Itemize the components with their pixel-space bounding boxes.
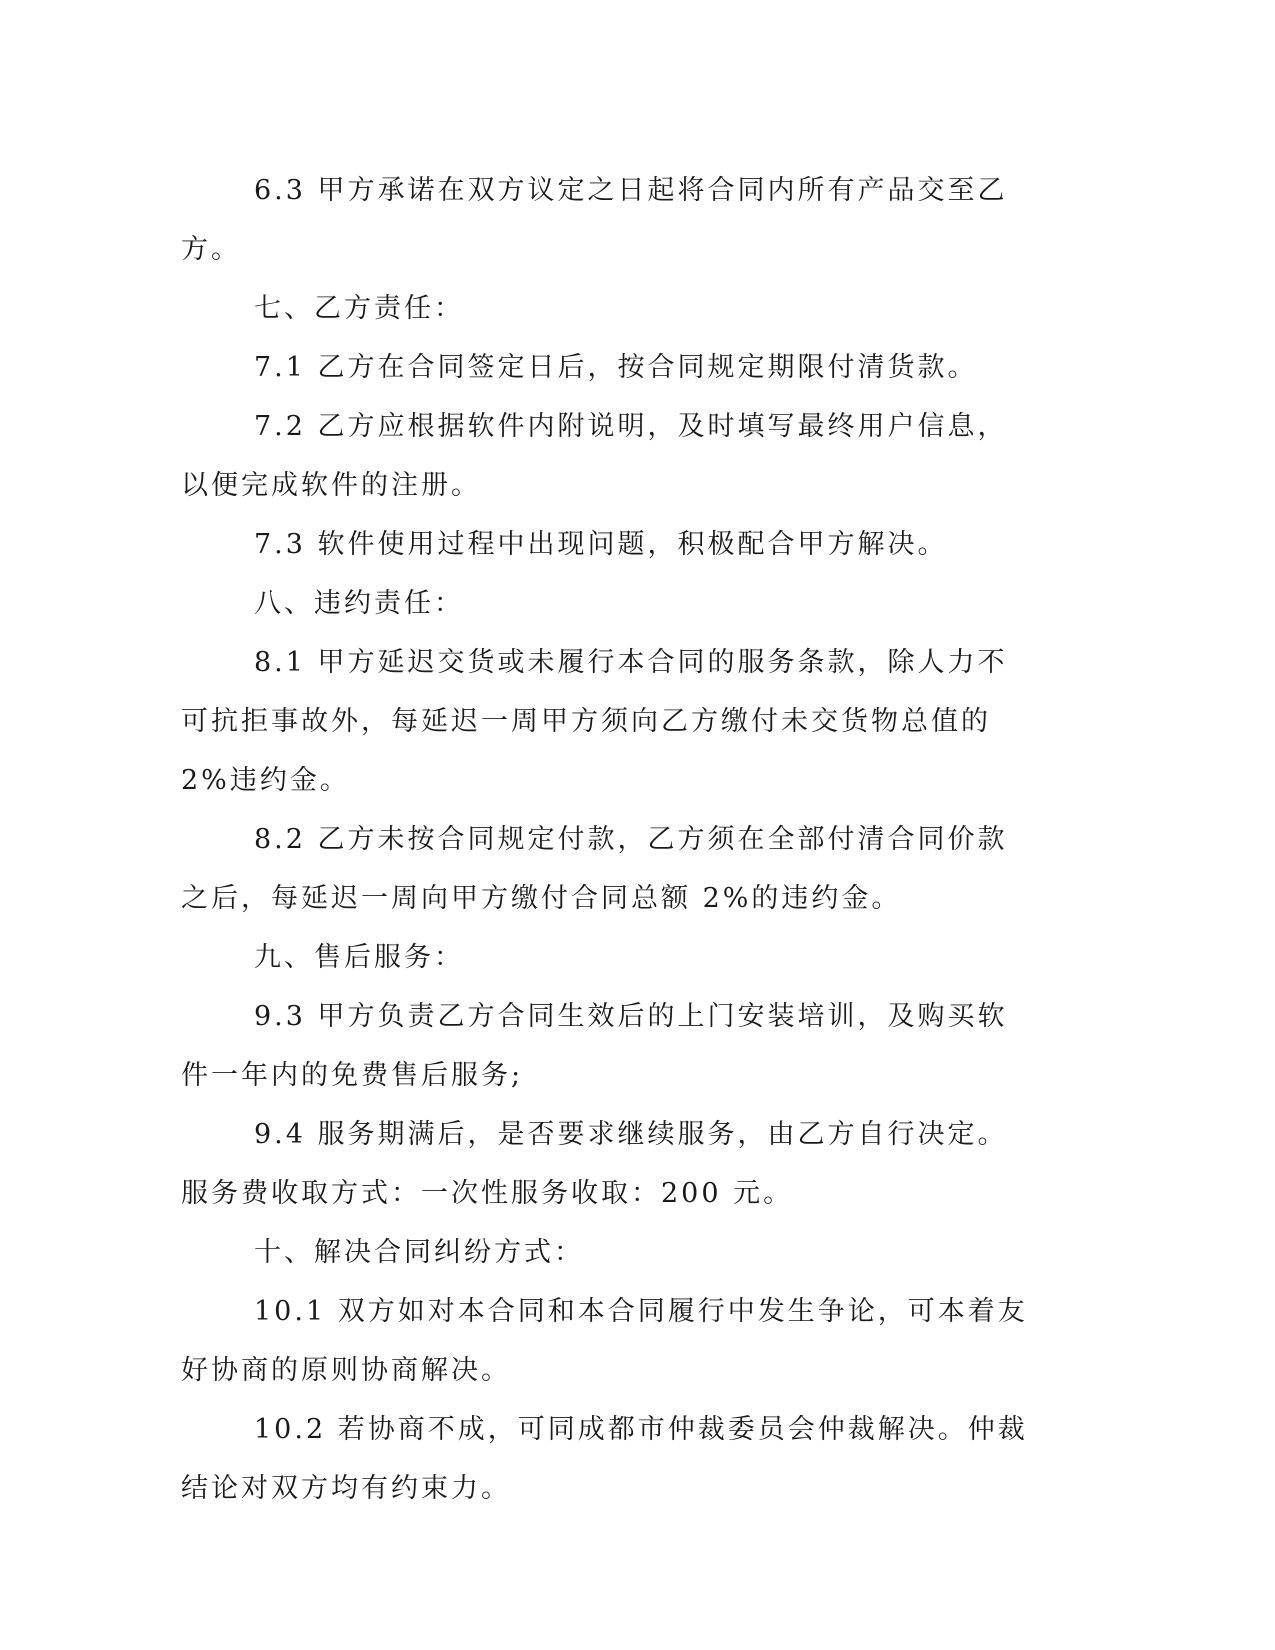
section-heading-after-sales: 九、售后服务：: [254, 942, 464, 973]
clause-10-2: 10.2 若协商不成，可同成都市仲裁委员会仲裁解决。仲裁结论对双方均有约束力。: [181, 1414, 1028, 1504]
section-heading-breach-liability: 八、违约责任：: [254, 588, 464, 619]
section-heading-dispute-resolution: 十、解决合同纠纷方式：: [254, 1237, 584, 1268]
clause-10-1: 10.1 双方如对本合同和本合同履行中发生争论，可本着友好协商的原则协商解决。: [181, 1296, 1028, 1386]
clause-7-1: 7.1 乙方在合同签定日后，按合同规定期限付清货款。: [254, 352, 978, 383]
document-body: [181, 161, 1031, 1518]
clause-8-1: 8.1 甲方延迟交货或未履行本合同的服务条款，除人力不可抗拒事故外，每延迟一周甲方须向乙方缴付未交货物总值的 2%违约金。: [181, 647, 1008, 796]
clause-9-3: 9.3 甲方负责乙方合同生效后的上门安装培训，及购买软件一年内的免费售后服务;: [181, 1001, 1008, 1091]
clause-7-3: 7.3 软件使用过程中出现问题，积极配合甲方解决。: [254, 529, 948, 560]
clause-8-2: 8.2 乙方未按合同规定付款，乙方须在全部付清合同价款之后，每延迟一周向甲方缴付合同总额 2%的违约金。: [181, 824, 1008, 914]
section-heading-party-b-responsibility: 七、乙方责任：: [254, 293, 464, 324]
clause-6-3: 6.3 甲方承诺在双方议定之日起将合同内所有产品交至乙方。: [181, 175, 1008, 265]
clause-9-4: 9.4 服务期满后，是否要求继续服务，由乙方自行决定。服务费收取方式：一次性服务收取：200 元。: [181, 1119, 1008, 1209]
clause-7-2: 7.2 乙方应根据软件内附说明，及时填写最终用户信息，以便完成软件的注册。: [181, 411, 1008, 501]
